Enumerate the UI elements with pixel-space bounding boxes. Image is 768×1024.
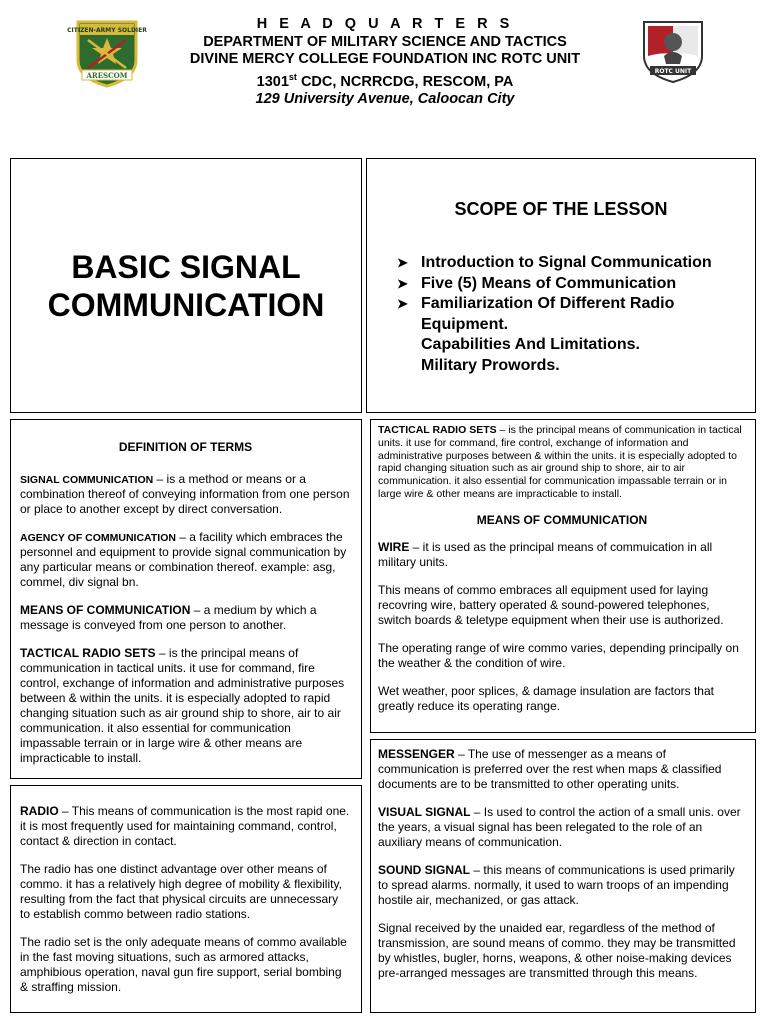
term-label: SIGNAL COMMUNICATION bbox=[20, 474, 154, 486]
wire-paragraph: This means of commo embraces all equipment used for laying recovring wire, battery operated & sound-powered telephones, switch boards & teletype equipment when their use is authorized. bbox=[378, 582, 724, 627]
title-box bbox=[10, 158, 362, 413]
sound-paragraph: Signal received by the unaided ear, regardless of the method of transmission, are sound means of commo. they may be transmitted by whistles, bugler, horns, weapons, & other noise-making devices pre-arranged messages are transmitted through this means. bbox=[378, 921, 736, 980]
term-text: – is the principal means of communication in tactical units. it use for command, fire control, exchange of information and administrative purposes between & within the units. it is especially adopted to rapid changing situation such as air ground ship to shore, air to air communication. it also essential for communication impassable terrain or in large wire & other means are impracticable to install. bbox=[378, 424, 742, 500]
header-address: 129 University Avenue, Caloocan City bbox=[255, 90, 515, 107]
radio-definition bbox=[20, 804, 351, 849]
term-label: MESSENGER bbox=[378, 747, 455, 761]
radio-paragraph: The radio has one distinct advantage over other means of commo. it has a relatively high degree of mobility & flexibility, resulting from the fact that physical circuits are unnecessary to establish commo between radio stations. bbox=[20, 862, 342, 921]
wire-paragraph: Wet weather, poor splices, & damage insulation are factors that greatly reduce its operating range. bbox=[378, 683, 714, 713]
term-text: – a medium by which a message is conveyed from one person to another. bbox=[20, 603, 317, 632]
term-label: MEANS OF COMMUNICATION bbox=[20, 603, 191, 617]
header-department: DEPARTMENT OF MILITARY SCIENCE AND TACTICS bbox=[203, 33, 567, 50]
scope-item-text: Introduction to Signal Communication bbox=[421, 254, 712, 271]
header-unit-rest: CDC, NCRRCDG, RESCOM, PA bbox=[296, 73, 514, 90]
document-title-line-1: BASIC SIGNAL bbox=[71, 248, 301, 285]
scope-item bbox=[397, 274, 745, 295]
scope-item-text: Familiarization Of Different Radio bbox=[421, 295, 675, 312]
means-heading: MEANS OF COMMUNICATION bbox=[476, 512, 648, 527]
term-label: SOUND SIGNAL bbox=[378, 863, 471, 877]
rotc-unit-logo bbox=[640, 18, 706, 89]
term-label: WIRE bbox=[378, 539, 410, 554]
scope-continuation: Capabilities And Limitations. bbox=[421, 336, 640, 353]
arescom-logo bbox=[67, 18, 147, 93]
term-label: TACTICAL RADIO SETS bbox=[378, 424, 497, 436]
header-college: DIVINE MERCY COLLEGE FOUNDATION INC ROTC UNIT bbox=[189, 51, 581, 67]
scope-item bbox=[397, 253, 745, 274]
term-text: – it is used as the principal means of commuication in all military units. bbox=[378, 539, 713, 569]
term-text: – Is used to control the action of a small unis. over the years, a visual signal has been relegated to the role of an auxiliary means of communication. bbox=[378, 805, 741, 849]
messenger-box bbox=[370, 739, 756, 1013]
document-title-line-2: COMMUNICATION bbox=[47, 286, 325, 323]
definitions-box bbox=[10, 419, 362, 779]
scope-item-text: Five (5) Means of Communication bbox=[421, 274, 677, 292]
scope-continuation: Equipment. bbox=[421, 315, 509, 333]
scope-continuation: Military Prowords. bbox=[421, 356, 560, 374]
definition-agency-of-communication bbox=[20, 530, 351, 590]
term-text: – This means of communication is the most rapid one. it is most frequently used for maintaining command, control, contact & direction in contact. bbox=[20, 804, 350, 848]
scope-item bbox=[397, 294, 745, 315]
logo-bottom-text: ARESCOM bbox=[86, 71, 128, 80]
scope-list bbox=[397, 253, 745, 376]
header-unit bbox=[150, 69, 620, 91]
scope-heading: SCOPE OF THE LESSON bbox=[454, 199, 668, 219]
logo-top-text: CITIZEN-ARMY SOLDIER bbox=[67, 27, 147, 34]
term-label: AGENCY OF COMMUNICATION bbox=[20, 532, 176, 544]
definitions-heading: DEFINITION OF TERMS bbox=[118, 440, 253, 454]
term-label: TACTICAL RADIO SETS bbox=[20, 646, 156, 660]
messenger-definition bbox=[378, 747, 746, 792]
logo-banner-text: ROTC UNIT bbox=[654, 68, 692, 75]
document-header bbox=[150, 16, 620, 108]
arrow-bullet-icon: ➤ bbox=[397, 275, 408, 291]
term-text: – this means of communications is used primarily to spread alarms. normally, it used to warn troops of an impending hostile air, mechanized, or gas attack. bbox=[378, 863, 735, 907]
radio-paragraph: The radio set is the only adequate means of commo available in the fast moving situations, such as armored attacks, amphibious operation, naval gun fire support, serial bombing & straffing mission. bbox=[20, 935, 347, 994]
definition-means-of-communication bbox=[20, 603, 351, 633]
wire-box bbox=[370, 419, 756, 733]
visual-signal-definition bbox=[378, 805, 746, 850]
sound-signal-definition bbox=[378, 863, 746, 908]
header-unit-suffix: st bbox=[288, 71, 297, 82]
term-text: – is the principal means of communication in tactical units. it use for command, fire control, exchange of information and administrative purposes between & within the units. it is especially adopted to rapid changing situation such as air ground ship to shore, air to air communication. it also essential for communication impassable terrain or in large wire & other means are impracticable to install. bbox=[20, 646, 345, 765]
header-unit-number: 1301 bbox=[256, 73, 289, 90]
arrow-bullet-icon: ➤ bbox=[397, 255, 408, 270]
term-label: VISUAL SIGNAL bbox=[378, 805, 471, 819]
wire-definition bbox=[378, 540, 746, 570]
wire-paragraph: The operating range of wire commo varies, depending principally on the weather & the condition of wire. bbox=[378, 640, 739, 670]
scope-box bbox=[366, 158, 756, 413]
tactical-radio-sets-definition bbox=[378, 424, 746, 501]
radio-box bbox=[10, 785, 362, 1013]
term-label: RADIO bbox=[20, 804, 59, 818]
header-headquarters: H E A D Q U A R T E R S bbox=[256, 16, 514, 32]
definition-signal-communication bbox=[20, 472, 351, 517]
definition-tactical-radio-sets bbox=[20, 646, 351, 766]
term-text: – is a method or means or a combination thereof of conveying information from one person or place to another except by direct conversation. bbox=[20, 472, 350, 516]
term-text: – The use of messenger as a means of communication is preferred over the rest when maps & classified documents are to be transmitted to other operating units. bbox=[378, 747, 722, 791]
term-text: – a facility which embraces the personnel and equipment to provide signal communication by any particular means or combination thereof. example: asg, commel, div signal bn. bbox=[20, 530, 347, 589]
arrow-bullet-icon: ➤ bbox=[397, 296, 408, 311]
